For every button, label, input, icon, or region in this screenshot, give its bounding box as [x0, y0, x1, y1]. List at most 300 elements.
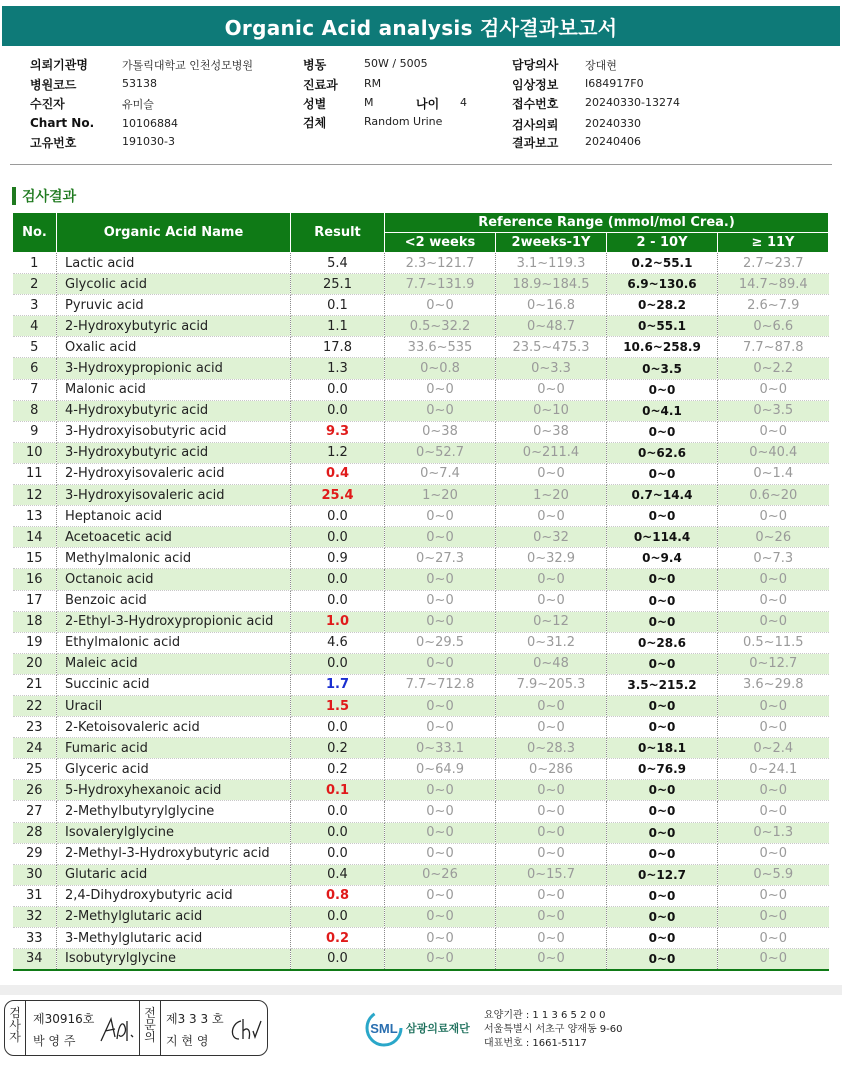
row-result: 17.8 — [291, 337, 385, 358]
row-range-ge11y: 0.5~11.5 — [718, 632, 829, 653]
row-no: 34 — [13, 949, 57, 970]
row-range-lt2w: 0~0 — [385, 717, 496, 738]
row-no: 8 — [13, 400, 57, 421]
row-no: 6 — [13, 358, 57, 379]
row-range-ge11y: 0~0 — [718, 695, 829, 716]
row-range-lt2w: 0~0 — [385, 801, 496, 822]
row-range-2w-1y: 0~15.7 — [496, 864, 607, 885]
row-result: 0.0 — [291, 590, 385, 611]
table-row — [13, 885, 829, 906]
row-result: 5.4 — [291, 253, 385, 274]
row-result: 0.2 — [291, 738, 385, 759]
table-row — [13, 653, 829, 674]
row-range-ge11y: 0~0 — [718, 906, 829, 927]
row-result: 0.4 — [291, 864, 385, 885]
row-range-2-10y: 0.7~14.4 — [607, 485, 718, 506]
row-range-2-10y: 3.5~215.2 — [607, 674, 718, 695]
row-result: 1.5 — [291, 695, 385, 716]
row-result: 0.0 — [291, 527, 385, 548]
row-no: 14 — [13, 527, 57, 548]
row-result: 0.1 — [291, 295, 385, 316]
row-range-lt2w: 33.6~535 — [385, 337, 496, 358]
row-range-lt2w: 0~38 — [385, 421, 496, 442]
chart-no-label: Chart No. — [30, 116, 95, 130]
row-range-ge11y: 7.7~87.8 — [718, 337, 829, 358]
row-acid-name: 2-Hydroxyisovaleric acid — [57, 463, 291, 484]
row-result: 0.2 — [291, 928, 385, 949]
row-no: 33 — [13, 928, 57, 949]
row-range-ge11y: 0~0 — [718, 506, 829, 527]
row-range-lt2w: 7.7~712.8 — [385, 674, 496, 695]
row-range-2w-1y: 0~0 — [496, 379, 607, 400]
row-acid-name: 2-Methyl-3-Hydroxybutyric acid — [57, 843, 291, 864]
table-row — [13, 337, 829, 358]
request-value: 20240330 — [585, 117, 641, 130]
logo-text: SML — [370, 1021, 398, 1036]
row-acid-name: Octanoic acid — [57, 569, 291, 590]
row-result: 0.2 — [291, 759, 385, 780]
row-range-2-10y: 0~0 — [607, 717, 718, 738]
row-range-2-10y: 0~0 — [607, 611, 718, 632]
row-range-ge11y: 2.6~7.9 — [718, 295, 829, 316]
row-result: 0.0 — [291, 843, 385, 864]
row-range-ge11y: 0~0 — [718, 569, 829, 590]
specimen-value: Random Urine — [364, 115, 443, 128]
sml-logo — [364, 1008, 470, 1048]
row-range-2w-1y: 0~0 — [496, 463, 607, 484]
row-result: 0.0 — [291, 379, 385, 400]
row-range-ge11y: 0~24.1 — [718, 759, 829, 780]
row-range-2w-1y: 0~0 — [496, 569, 607, 590]
table-row — [13, 379, 829, 400]
row-result: 0.1 — [291, 780, 385, 801]
row-range-2-10y: 0~28.6 — [607, 632, 718, 653]
row-result: 0.4 — [291, 463, 385, 484]
row-range-ge11y: 0~0 — [718, 421, 829, 442]
divider-line — [160, 1001, 161, 1055]
row-range-2w-1y: 0~28.3 — [496, 738, 607, 759]
row-range-ge11y: 0~0 — [718, 843, 829, 864]
row-range-2-10y: 0.2~55.1 — [607, 253, 718, 274]
row-no: 19 — [13, 632, 57, 653]
row-range-2w-1y: 0~0 — [496, 885, 607, 906]
row-range-ge11y: 0~2.4 — [718, 738, 829, 759]
row-range-lt2w: 0~0 — [385, 295, 496, 316]
row-range-ge11y: 0~0 — [718, 590, 829, 611]
row-no: 24 — [13, 738, 57, 759]
row-acid-name: Uracil — [57, 695, 291, 716]
row-result: 1.2 — [291, 442, 385, 463]
row-acid-name: 2-Methylglutaric acid — [57, 906, 291, 927]
row-range-2w-1y: 3.1~119.3 — [496, 253, 607, 274]
row-range-2w-1y: 0~0 — [496, 695, 607, 716]
row-range-2-10y: 0~55.1 — [607, 316, 718, 337]
row-acid-name: 3-Hydroxybutyric acid — [57, 442, 291, 463]
patient-info — [0, 54, 842, 162]
row-range-2-10y: 0~114.4 — [607, 527, 718, 548]
sex-value: M — [364, 96, 374, 109]
row-range-2w-1y: 0~12 — [496, 611, 607, 632]
row-no: 9 — [13, 421, 57, 442]
row-range-2w-1y: 0~48 — [496, 653, 607, 674]
age-label: 나이 — [416, 97, 440, 111]
specialist-signature — [225, 1013, 265, 1047]
row-range-lt2w: 0~27.3 — [385, 548, 496, 569]
table-row — [13, 590, 829, 611]
table-row — [13, 442, 829, 463]
header-range-2w-1y: 2weeks-1Y — [496, 233, 607, 253]
row-range-2-10y: 6.9~130.6 — [607, 274, 718, 295]
department-value: RM — [364, 77, 382, 90]
row-range-2w-1y: 0~0 — [496, 506, 607, 527]
row-no: 3 — [13, 295, 57, 316]
row-range-2-10y: 10.6~258.9 — [607, 337, 718, 358]
doctor-label: 담당의사 — [512, 58, 559, 72]
row-range-ge11y: 0~0 — [718, 928, 829, 949]
row-range-2-10y: 0~9.4 — [607, 548, 718, 569]
row-range-2-10y: 0~28.2 — [607, 295, 718, 316]
row-no: 7 — [13, 379, 57, 400]
chart-no-value: 10106884 — [122, 117, 178, 130]
row-acid-name: Fumaric acid — [57, 738, 291, 759]
row-no: 15 — [13, 548, 57, 569]
signature-box — [4, 1000, 268, 1056]
report-title: Organic Acid analysis 검사결과보고서 — [2, 6, 840, 46]
row-result: 0.8 — [291, 885, 385, 906]
row-acid-name: 2-Ethyl-3-Hydroxypropionic acid — [57, 611, 291, 632]
row-acid-name: 4-Hydroxybutyric acid — [57, 400, 291, 421]
inspector-license: 제30916호 — [33, 1012, 95, 1026]
table-row — [13, 569, 829, 590]
row-range-2-10y: 0~0 — [607, 801, 718, 822]
row-result: 0.0 — [291, 717, 385, 738]
info-divider — [10, 164, 832, 165]
header-name: Organic Acid Name — [57, 213, 291, 253]
table-row — [13, 463, 829, 484]
row-acid-name: 3-Methylglutaric acid — [57, 928, 291, 949]
row-range-ge11y: 0~3.5 — [718, 400, 829, 421]
row-range-2-10y: 0~0 — [607, 843, 718, 864]
row-result: 0.0 — [291, 400, 385, 421]
examinee-value: 유미슬 — [122, 98, 154, 111]
row-acid-name: Benzoic acid — [57, 590, 291, 611]
row-range-2-10y: 0~0 — [607, 885, 718, 906]
sml-logo-icon — [364, 1008, 404, 1048]
hospital-code-label: 병원코드 — [30, 78, 77, 92]
row-range-2-10y: 0~0 — [607, 379, 718, 400]
divider-line — [25, 1001, 26, 1055]
row-range-2w-1y: 0~0 — [496, 906, 607, 927]
row-range-2-10y: 0~0 — [607, 653, 718, 674]
row-result: 0.0 — [291, 506, 385, 527]
examinee-label: 수진자 — [30, 97, 65, 111]
row-range-2-10y: 0~4.1 — [607, 400, 718, 421]
row-result: 25.4 — [291, 485, 385, 506]
row-no: 4 — [13, 316, 57, 337]
row-range-ge11y: 0~1.4 — [718, 463, 829, 484]
row-range-2-10y: 0~0 — [607, 569, 718, 590]
row-range-2w-1y: 0~32.9 — [496, 548, 607, 569]
inspector-label: 검사자 — [9, 1006, 21, 1044]
row-range-ge11y: 0~2.2 — [718, 358, 829, 379]
inspector-name: 박 영 주 — [33, 1034, 76, 1048]
row-range-ge11y: 0~6.6 — [718, 316, 829, 337]
header-no: No. — [13, 213, 57, 253]
institution-value: 가톨릭대학교 인천성모병원 — [122, 59, 254, 72]
row-range-lt2w: 0~0 — [385, 906, 496, 927]
table-row — [13, 506, 829, 527]
row-acid-name: 2-Ketoisovaleric acid — [57, 717, 291, 738]
row-acid-name: 3-Hydroxypropionic acid — [57, 358, 291, 379]
row-acid-name: 3-Hydroxyisovaleric acid — [57, 485, 291, 506]
department-label: 진료과 — [303, 78, 338, 92]
row-range-ge11y: 2.7~23.7 — [718, 253, 829, 274]
row-range-ge11y: 0~0 — [718, 780, 829, 801]
org-phone: 대표번호 : 1661-5117 — [484, 1038, 587, 1049]
row-result: 1.3 — [291, 358, 385, 379]
row-range-2-10y: 0~0 — [607, 590, 718, 611]
row-range-2-10y: 0~0 — [607, 822, 718, 843]
row-result: 1.7 — [291, 674, 385, 695]
table-row — [13, 801, 829, 822]
header-reference: Reference Range (mmol/mol Crea.) — [385, 213, 829, 233]
receipt-value: 20240330-13274 — [585, 96, 680, 109]
row-range-lt2w: 0.5~32.2 — [385, 316, 496, 337]
row-range-lt2w: 0~64.9 — [385, 759, 496, 780]
row-range-lt2w: 0~0 — [385, 569, 496, 590]
row-range-lt2w: 0~52.7 — [385, 442, 496, 463]
row-range-lt2w: 0~0 — [385, 695, 496, 716]
row-range-lt2w: 0~0 — [385, 590, 496, 611]
row-no: 30 — [13, 864, 57, 885]
row-acid-name: Oxalic acid — [57, 337, 291, 358]
row-range-2-10y: 0~3.5 — [607, 358, 718, 379]
row-result: 1.1 — [291, 316, 385, 337]
row-range-ge11y: 0~0 — [718, 949, 829, 970]
row-range-2w-1y: 0~0 — [496, 780, 607, 801]
org-info — [484, 1009, 623, 1051]
row-no: 32 — [13, 906, 57, 927]
row-range-2w-1y: 0~16.8 — [496, 295, 607, 316]
row-acid-name: Maleic acid — [57, 653, 291, 674]
row-no: 31 — [13, 885, 57, 906]
institution-label: 의뢰기관명 — [30, 58, 88, 72]
row-range-ge11y: 0~0 — [718, 885, 829, 906]
row-range-2w-1y: 18.9~184.5 — [496, 274, 607, 295]
row-no: 17 — [13, 590, 57, 611]
unique-no-value: 191030-3 — [122, 135, 175, 148]
row-range-2w-1y: 1~20 — [496, 485, 607, 506]
table-row — [13, 843, 829, 864]
row-no: 13 — [13, 506, 57, 527]
row-range-2-10y: 0~0 — [607, 421, 718, 442]
clinical-label: 임상정보 — [512, 78, 559, 92]
row-range-2-10y: 0~0 — [607, 506, 718, 527]
row-acid-name: Succinic acid — [57, 674, 291, 695]
row-acid-name: 2-Methylbutyrylglycine — [57, 801, 291, 822]
table-row — [13, 485, 829, 506]
row-range-2w-1y: 0~0 — [496, 590, 607, 611]
row-range-2w-1y: 0~211.4 — [496, 442, 607, 463]
table-row — [13, 548, 829, 569]
row-range-2-10y: 0~0 — [607, 463, 718, 484]
row-range-lt2w: 0~0 — [385, 611, 496, 632]
table-row — [13, 611, 829, 632]
section-title — [12, 186, 76, 206]
row-range-2-10y: 0~0 — [607, 928, 718, 949]
row-result: 0.0 — [291, 653, 385, 674]
table-row — [13, 358, 829, 379]
age-value: 4 — [460, 96, 467, 109]
row-range-2-10y: 0~76.9 — [607, 759, 718, 780]
row-acid-name: Methylmalonic acid — [57, 548, 291, 569]
row-result: 0.9 — [291, 548, 385, 569]
table-row — [13, 274, 829, 295]
row-range-ge11y: 0.6~20 — [718, 485, 829, 506]
row-range-2w-1y: 0~0 — [496, 928, 607, 949]
row-range-ge11y: 14.7~89.4 — [718, 274, 829, 295]
specialist-label: 전문의 — [144, 1006, 156, 1044]
row-range-lt2w: 1~20 — [385, 485, 496, 506]
row-range-2-10y: 0~12.7 — [607, 864, 718, 885]
specimen-label: 검체 — [303, 116, 327, 130]
row-acid-name: Heptanoic acid — [57, 506, 291, 527]
row-range-lt2w: 0~26 — [385, 864, 496, 885]
row-no: 2 — [13, 274, 57, 295]
row-acid-name: Lactic acid — [57, 253, 291, 274]
row-range-ge11y: 0~0 — [718, 611, 829, 632]
row-no: 1 — [13, 253, 57, 274]
header-result: Result — [291, 213, 385, 253]
org-code: 요양기관 : 1 1 3 6 5 2 0 0 — [484, 1010, 606, 1021]
table-row — [13, 864, 829, 885]
row-range-ge11y: 0~5.9 — [718, 864, 829, 885]
row-result: 25.1 — [291, 274, 385, 295]
row-range-lt2w: 0~0.8 — [385, 358, 496, 379]
org-name: 삼광의료재단 — [406, 1022, 470, 1035]
row-range-lt2w: 7.7~131.9 — [385, 274, 496, 295]
table-row — [13, 759, 829, 780]
row-range-lt2w: 0~0 — [385, 928, 496, 949]
table-row — [13, 780, 829, 801]
row-acid-name: 5-Hydroxyhexanoic acid — [57, 780, 291, 801]
header-range-2-10y: 2 - 10Y — [607, 233, 718, 253]
table-row — [13, 906, 829, 927]
row-range-ge11y: 0~0 — [718, 801, 829, 822]
hospital-code-value: 53138 — [122, 77, 157, 90]
row-no: 10 — [13, 442, 57, 463]
row-range-lt2w: 0~0 — [385, 506, 496, 527]
row-acid-name: Glyceric acid — [57, 759, 291, 780]
results-table — [12, 212, 829, 971]
row-no: 25 — [13, 759, 57, 780]
row-result: 1.0 — [291, 611, 385, 632]
row-acid-name: Glycolic acid — [57, 274, 291, 295]
row-result: 0.0 — [291, 906, 385, 927]
row-range-ge11y: 0~1.3 — [718, 822, 829, 843]
row-range-2w-1y: 0~3.3 — [496, 358, 607, 379]
table-row — [13, 421, 829, 442]
row-range-2-10y: 0~0 — [607, 780, 718, 801]
row-no: 22 — [13, 695, 57, 716]
sex-label: 성별 — [303, 97, 327, 111]
row-no: 27 — [13, 801, 57, 822]
row-range-lt2w: 0~0 — [385, 822, 496, 843]
row-range-lt2w: 2.3~121.7 — [385, 253, 496, 274]
row-result: 0.0 — [291, 949, 385, 970]
table-row — [13, 949, 829, 970]
row-acid-name: Isovalerylglycine — [57, 822, 291, 843]
footer-divider — [0, 985, 842, 995]
row-range-ge11y: 0~7.3 — [718, 548, 829, 569]
row-result: 0.0 — [291, 569, 385, 590]
table-row — [13, 253, 829, 274]
row-range-ge11y: 0~12.7 — [718, 653, 829, 674]
row-acid-name: Acetoacetic acid — [57, 527, 291, 548]
table-row — [13, 400, 829, 421]
row-range-2w-1y: 7.9~205.3 — [496, 674, 607, 695]
section-title-text: 검사결과 — [22, 189, 77, 205]
header-range-lt2w: <2 weeks — [385, 233, 496, 253]
row-range-lt2w: 0~0 — [385, 379, 496, 400]
row-acid-name: Ethylmalonic acid — [57, 632, 291, 653]
table-row — [13, 717, 829, 738]
row-range-lt2w: 0~7.4 — [385, 463, 496, 484]
table-row — [13, 527, 829, 548]
table-row — [13, 632, 829, 653]
unique-no-label: 고유번호 — [30, 136, 77, 150]
row-range-2-10y: 0~62.6 — [607, 442, 718, 463]
clinical-value: I684917F0 — [585, 77, 644, 90]
row-acid-name: Pyruvic acid — [57, 295, 291, 316]
row-range-2w-1y: 0~32 — [496, 527, 607, 548]
row-range-2w-1y: 0~0 — [496, 717, 607, 738]
row-range-2w-1y: 0~0 — [496, 949, 607, 970]
row-range-ge11y: 0~26 — [718, 527, 829, 548]
row-range-ge11y: 0~0 — [718, 717, 829, 738]
row-acid-name: Glutaric acid — [57, 864, 291, 885]
table-row — [13, 822, 829, 843]
row-range-ge11y: 0~0 — [718, 379, 829, 400]
row-no: 12 — [13, 485, 57, 506]
row-range-2w-1y: 0~0 — [496, 822, 607, 843]
org-address: 서울특별시 서초구 양재동 9-60 — [484, 1024, 623, 1035]
receipt-label: 접수번호 — [512, 97, 559, 111]
row-no: 11 — [13, 463, 57, 484]
table-row — [13, 295, 829, 316]
row-result: 9.3 — [291, 421, 385, 442]
row-range-lt2w: 0~0 — [385, 527, 496, 548]
row-range-2w-1y: 0~31.2 — [496, 632, 607, 653]
row-range-lt2w: 0~29.5 — [385, 632, 496, 653]
row-range-2w-1y: 0~286 — [496, 759, 607, 780]
row-no: 29 — [13, 843, 57, 864]
row-range-lt2w: 0~0 — [385, 780, 496, 801]
row-no: 26 — [13, 780, 57, 801]
row-result: 0.0 — [291, 801, 385, 822]
table-row — [13, 738, 829, 759]
specialist-license: 제3 3 3 호 — [166, 1012, 224, 1026]
specialist-name: 지 현 영 — [166, 1034, 209, 1048]
row-acid-name: Isobutyrylglycine — [57, 949, 291, 970]
doctor-value: 장대현 — [585, 59, 617, 72]
row-no: 20 — [13, 653, 57, 674]
row-range-2w-1y: 0~0 — [496, 843, 607, 864]
request-label: 검사의뢰 — [512, 118, 559, 132]
row-range-lt2w: 0~0 — [385, 949, 496, 970]
divider-line — [139, 1001, 140, 1055]
row-acid-name: 2,4-Dihydroxybutyric acid — [57, 885, 291, 906]
